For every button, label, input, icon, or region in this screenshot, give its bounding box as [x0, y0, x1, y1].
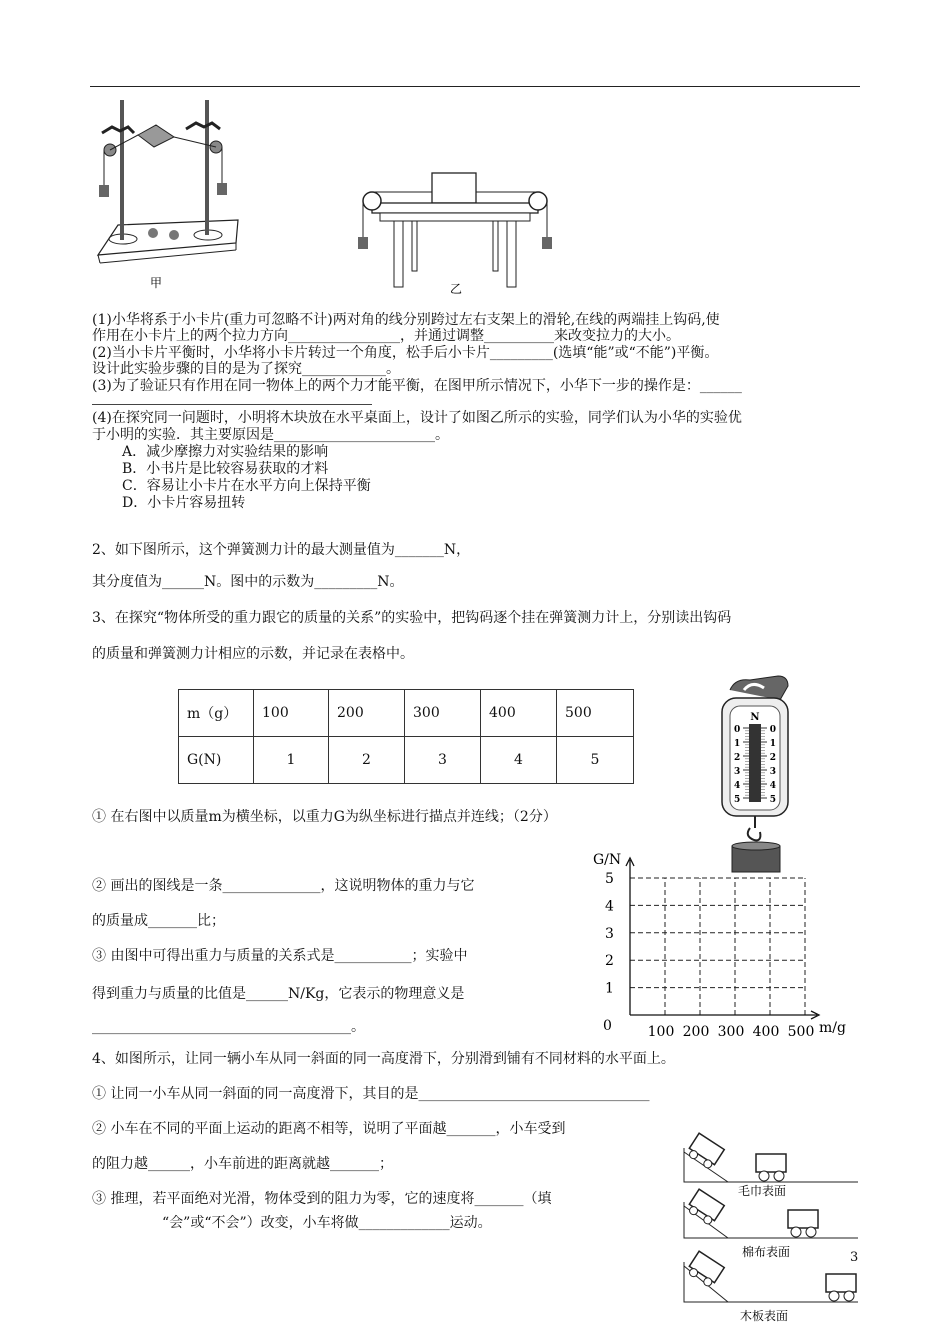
q4-step2-line1: ② 小车在不同的平面上运动的距离不相等，说明了平面越_______，小车受到 [92, 1121, 566, 1137]
gauge-number: 2 [734, 753, 741, 763]
origin-label: 0 [603, 1018, 612, 1034]
table-cell: 3 [405, 737, 481, 784]
q4-step1: ① 让同一小车从同一斜面的同一高度滑下，其目的是_________________________________ [92, 1086, 650, 1102]
x-tick-label: 300 [717, 1024, 745, 1040]
mass-weight-table [178, 689, 634, 784]
q3-step2-line1: ② 画出的图线是一条______________，这说明物体的重力与它 [92, 878, 475, 894]
q1-option-b: B．小书片是比较容易获取的才料 [122, 461, 329, 477]
svg-text:甲: 甲 [150, 276, 163, 290]
gauge-number: 5 [769, 795, 776, 805]
y-tick-label: 4 [605, 898, 614, 915]
y-tick-label: 3 [605, 925, 614, 942]
page-number: 3 [850, 1250, 859, 1265]
q3-line1: 3、在探究“物体所受的重力跟它的质量的关系”的实验中，把钩码逐个挂在弹簧测力计上，分别读出钩码 [92, 610, 732, 626]
q3-step3-line3: _____________________________________。 [92, 1019, 365, 1035]
q1-part2-line1: (2)当小卡片平衡时，小华将小卡片转过一个角度，松手后小卡片_________(选填“能”或“不能”)平衡。 [92, 345, 719, 361]
q1-part4-line1: (4)在探究同一问题时，小明将木块放在水平桌面上，设计了如图乙所示的实验，同学们认为小华的实验优 [92, 410, 742, 426]
gauge-number: 4 [769, 781, 776, 791]
x-tick-label: 500 [787, 1024, 815, 1040]
gm-chart [585, 850, 865, 1045]
q1-part3-line1: (3)为了验证只有作用在同一物体上的两个力才能平衡，在图甲所示情况下，小华下一步的操作是：______ [92, 378, 742, 394]
table-header-mass: m（g） [179, 690, 254, 737]
table-row [179, 737, 634, 784]
svg-text:乙: 乙 [450, 282, 463, 296]
q4-step3-line1: ③ 推理，若平面绝对光滑，物体受到的阻力为零，它的速度将_______（填 [92, 1191, 552, 1207]
incline-figures [680, 1118, 862, 1326]
table-cell: 2 [329, 737, 405, 784]
gauge-number: 0 [734, 725, 741, 735]
x-tick-label: 100 [647, 1024, 675, 1040]
q3-step3-line2: 得到重力与质量的比值是______N/Kg，它表示的物理意义是 [92, 986, 465, 1002]
q1-part2-line2: 设计此实验步骤的目的是为了探究____________。 [92, 361, 400, 377]
gauge-unit: N [750, 712, 760, 723]
q1-option-c: C．容易让小卡片在水平方向上保持平衡 [122, 478, 371, 494]
table-cell: 100 [254, 690, 329, 737]
table-row [179, 690, 634, 737]
q3-step1: ① 在右图中以质量m为横坐标，以重力G为纵坐标进行描点并连线；（2分） [92, 809, 557, 825]
table-cell: 500 [557, 690, 634, 737]
y-axis-label: G/N [593, 852, 622, 868]
table-cell: 5 [557, 737, 634, 784]
table-header-weight: G(N) [179, 737, 254, 784]
spring-scale-figure [710, 668, 810, 878]
gauge-number: 2 [769, 753, 776, 763]
table-cell: 200 [329, 690, 405, 737]
surface-label-wood: 木板表面 [740, 1309, 789, 1323]
q1-part4-line2: 于小明的实验．其主要原因是_______________________。 [92, 427, 449, 443]
gauge-number: 1 [769, 739, 776, 749]
gauge-number: 5 [734, 795, 741, 805]
q3-line2: 的质量和弹簧测力计相应的示数，并记录在表格中。 [92, 646, 414, 662]
figure-yi [350, 165, 560, 300]
gauge-number: 1 [734, 739, 741, 749]
x-axis-label: m/g [819, 1020, 846, 1036]
table-cell: 300 [405, 690, 481, 737]
q1-option-a: A．减少摩擦力对实验结果的影响 [122, 444, 329, 460]
gauge-number: 0 [769, 725, 776, 735]
x-tick-label: 200 [682, 1024, 710, 1040]
gauge-number: 4 [734, 781, 741, 791]
q2-line2: 其分度值为______N。图中的示数为_________N。 [92, 574, 404, 590]
y-tick-label: 1 [605, 980, 614, 997]
surface-label-towel: 毛巾表面 [738, 1184, 787, 1198]
q4-line1: 4、如图所示，让同一辆小车从同一斜面的同一高度滑下，分别滑到铺有不同材料的水平面上。 [92, 1051, 675, 1067]
figure-jia [88, 95, 248, 295]
table-cell: 400 [481, 690, 557, 737]
q1-part1-line1: (1)小华将系于小卡片(重力可忽略不计)两对角的线分别跨过左右支架上的滑轮,在线的两端挂上钩码,使 [92, 312, 720, 328]
gauge-number: 3 [734, 767, 741, 777]
q4-step2-line2: 的阻力越______，小车前进的距离就越_______； [92, 1156, 393, 1172]
q2-line1: 2、如下图所示，这个弹簧测力计的最大测量值为_______N， [92, 542, 471, 558]
y-tick-label: 2 [605, 953, 614, 970]
y-tick-label: 5 [605, 871, 614, 887]
q1-option-d: D．小卡片容易扭转 [122, 495, 246, 511]
q4-step3-line2: “会”或“不会”）改变，小车将做_____________运动。 [162, 1215, 492, 1231]
table-cell: 1 [254, 737, 329, 784]
surface-label-cotton: 棉布表面 [742, 1245, 791, 1259]
x-tick-label: 400 [752, 1024, 780, 1040]
header-rule [90, 86, 860, 87]
q3-step2-line2: 的质量成_______比； [92, 913, 225, 929]
q1-part3-blank [92, 404, 372, 405]
q3-step3-line1: ③ 由图中可得出重力与质量的关系式是___________；实验中 [92, 948, 468, 964]
gauge-number: 3 [769, 767, 776, 777]
q1-part1-line2: 作用在小卡片上的两个拉力方向________________，并通过调整__________来改变拉力的大小。 [92, 328, 680, 344]
table-cell: 4 [481, 737, 557, 784]
